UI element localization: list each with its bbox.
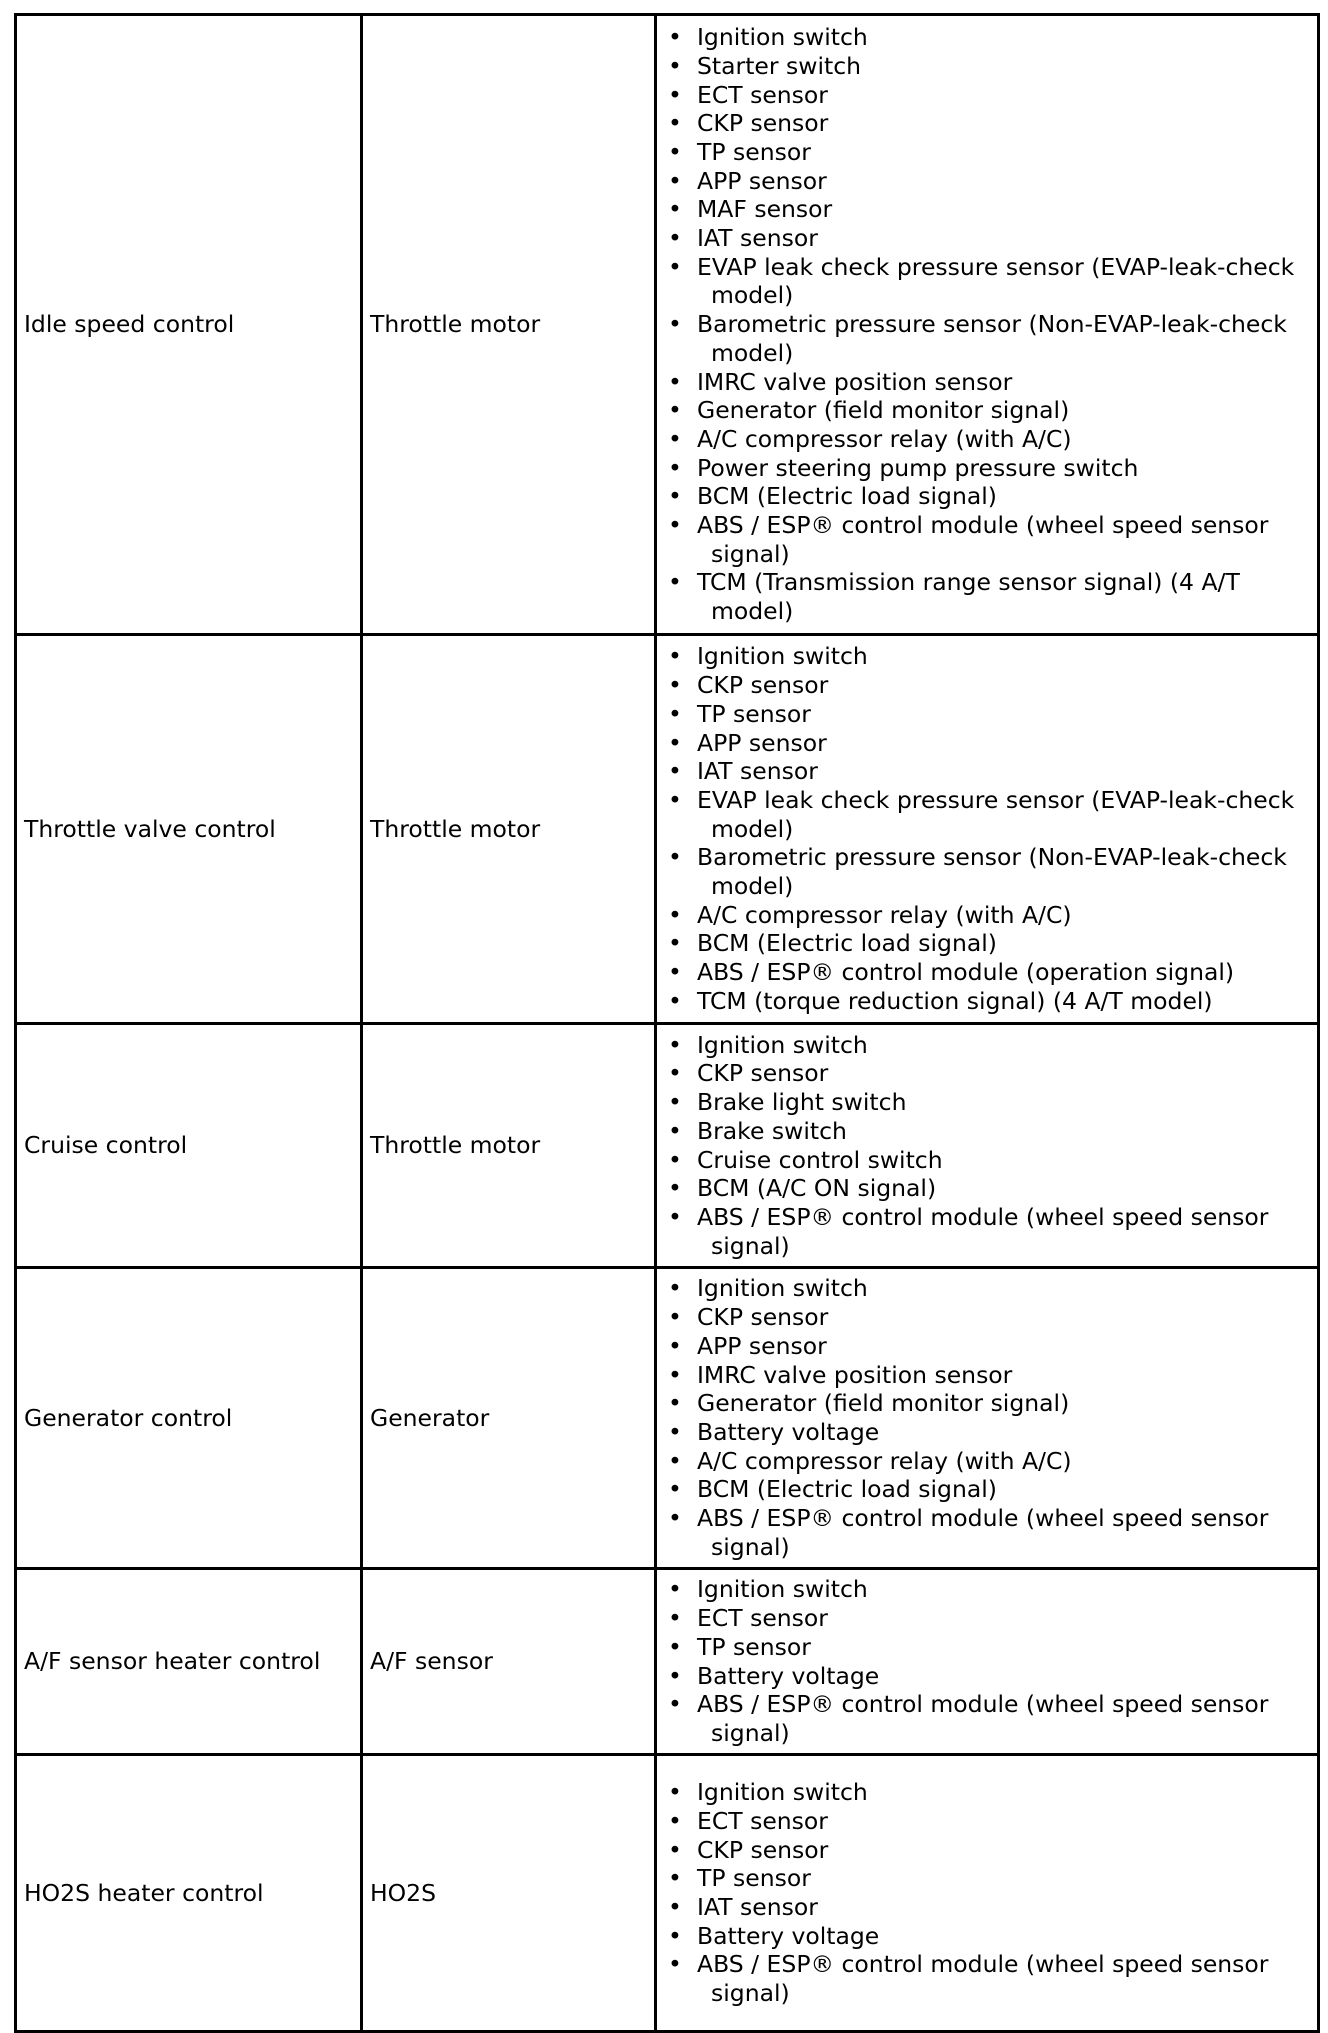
list-item bbox=[657, 1361, 1313, 1390]
control-table bbox=[14, 13, 1320, 2033]
bullet-icon: • bbox=[668, 482, 682, 511]
list-item bbox=[657, 1836, 1313, 1865]
list-item bbox=[657, 1303, 1313, 1332]
bullet-icon: • bbox=[668, 1116, 682, 1145]
bullet-icon: • bbox=[668, 1575, 682, 1604]
bullet-icon: • bbox=[668, 80, 682, 109]
list-item bbox=[657, 1475, 1313, 1504]
input-signal-text: APP sensor bbox=[697, 1331, 827, 1360]
list-item bbox=[657, 1031, 1313, 1060]
input-signal-list bbox=[657, 23, 1313, 626]
list-item bbox=[657, 253, 1313, 310]
list-item bbox=[657, 511, 1313, 568]
input-signal-text: Ignition switch bbox=[697, 1778, 868, 1807]
bullet-icon: • bbox=[668, 511, 682, 540]
input-signal-text: TP sensor bbox=[697, 1632, 811, 1661]
input-signal-text: ABS / ESP® control module (operation signal) bbox=[697, 958, 1235, 987]
table-row bbox=[16, 1024, 1319, 1268]
inputs-cell bbox=[656, 1569, 1319, 1755]
input-signal-text: Cruise control switch bbox=[697, 1145, 943, 1174]
input-signal-text: Battery voltage bbox=[697, 1921, 880, 1950]
input-signal-text: CKP sensor bbox=[697, 671, 829, 700]
bullet-icon: • bbox=[668, 1632, 682, 1661]
input-signal-text: Ignition switch bbox=[697, 1575, 868, 1604]
input-signal-text: TP sensor bbox=[697, 1864, 811, 1893]
list-item bbox=[657, 958, 1313, 987]
bullet-icon: • bbox=[668, 367, 682, 396]
input-signal-text: CKP sensor bbox=[697, 109, 829, 138]
list-item bbox=[657, 1146, 1313, 1175]
list-item bbox=[657, 1575, 1313, 1604]
list-item bbox=[657, 1807, 1313, 1836]
inputs-cell bbox=[656, 1755, 1319, 2032]
table-row bbox=[16, 635, 1319, 1024]
actuator-cell: HO2S bbox=[362, 1755, 656, 2032]
bullet-icon: • bbox=[668, 1088, 682, 1117]
bullet-icon: • bbox=[668, 1690, 682, 1719]
list-item bbox=[657, 901, 1313, 930]
bullet-icon: • bbox=[668, 1604, 682, 1633]
list-item bbox=[657, 425, 1313, 454]
input-signal-text: APP sensor bbox=[697, 728, 827, 757]
bullet-icon: • bbox=[668, 728, 682, 757]
input-signal-text: Brake switch bbox=[697, 1116, 847, 1145]
list-item bbox=[657, 1662, 1313, 1691]
bullet-icon: • bbox=[668, 1202, 682, 1231]
input-signal-text: ECT sensor bbox=[697, 1604, 828, 1633]
input-signal-text: IAT sensor bbox=[697, 1893, 818, 1921]
bullet-icon: • bbox=[668, 757, 682, 786]
input-signal-text: TCM (torque reduction signal) (4 A/T model) bbox=[697, 986, 1213, 1015]
list-item bbox=[657, 729, 1313, 758]
bullet-icon: • bbox=[668, 642, 682, 671]
bullet-icon: • bbox=[668, 1835, 682, 1864]
input-signal-text: Battery voltage bbox=[697, 1418, 880, 1446]
input-signal-text: ECT sensor bbox=[697, 1806, 828, 1835]
list-item bbox=[657, 52, 1313, 81]
bullet-icon: • bbox=[668, 929, 682, 958]
table-row bbox=[16, 15, 1319, 635]
bullet-icon: • bbox=[668, 1389, 682, 1418]
bullet-icon: • bbox=[668, 1274, 682, 1303]
list-item bbox=[657, 1950, 1313, 2007]
input-signal-text: TP sensor bbox=[697, 699, 811, 728]
list-item bbox=[657, 368, 1313, 397]
input-signal-text: Ignition switch bbox=[697, 642, 868, 671]
input-signal-list bbox=[657, 1575, 1313, 1747]
list-item bbox=[657, 1690, 1313, 1747]
table-row bbox=[16, 1268, 1319, 1569]
list-item bbox=[657, 987, 1313, 1016]
list-item bbox=[657, 310, 1313, 367]
list-item bbox=[657, 929, 1313, 958]
input-signal-text: IMRC valve position sensor bbox=[697, 1360, 1013, 1389]
list-item bbox=[657, 454, 1313, 483]
input-signal-text: Starter switch bbox=[697, 51, 862, 80]
table-row bbox=[16, 1755, 1319, 2032]
actuator-cell: Throttle motor bbox=[362, 635, 656, 1024]
inputs-cell bbox=[656, 15, 1319, 635]
bullet-icon: • bbox=[668, 1661, 682, 1690]
function-cell: Idle speed control bbox=[16, 15, 362, 635]
function-cell: HO2S heater control bbox=[16, 1755, 362, 2032]
list-item bbox=[657, 757, 1313, 786]
list-item bbox=[657, 1059, 1313, 1088]
inputs-cell bbox=[656, 1024, 1319, 1268]
bullet-icon: • bbox=[668, 109, 682, 138]
inputs-cell bbox=[656, 635, 1319, 1024]
bullet-icon: • bbox=[668, 1174, 682, 1203]
bullet-icon: • bbox=[668, 453, 682, 482]
list-item bbox=[657, 167, 1313, 196]
input-signal-text: BCM (Electric load signal) bbox=[697, 1475, 997, 1504]
bullet-icon: • bbox=[668, 900, 682, 929]
list-item bbox=[657, 138, 1313, 167]
input-signal-text: CKP sensor bbox=[697, 1059, 829, 1088]
input-signal-text: ABS / ESP® control module (wheel speed sensor signal) bbox=[697, 511, 1269, 568]
list-item bbox=[657, 1274, 1313, 1303]
list-item bbox=[657, 1922, 1313, 1951]
input-signal-text: A/C compressor relay (with A/C) bbox=[697, 424, 1072, 453]
bullet-icon: • bbox=[668, 1145, 682, 1174]
list-item bbox=[657, 1332, 1313, 1361]
bullet-icon: • bbox=[668, 1893, 682, 1921]
list-item bbox=[657, 1174, 1313, 1203]
list-item bbox=[657, 843, 1313, 900]
bullet-icon: • bbox=[668, 1778, 682, 1807]
function-cell: Cruise control bbox=[16, 1024, 362, 1268]
bullet-icon: • bbox=[668, 137, 682, 166]
list-item bbox=[657, 1864, 1313, 1893]
bullet-icon: • bbox=[668, 1950, 682, 1979]
function-cell: Throttle valve control bbox=[16, 635, 362, 1024]
list-item bbox=[657, 1447, 1313, 1476]
bullet-icon: • bbox=[668, 568, 682, 597]
input-signal-text: BCM (A/C ON signal) bbox=[697, 1174, 937, 1203]
input-signal-text: IAT sensor bbox=[697, 757, 818, 786]
input-signal-text: TP sensor bbox=[697, 137, 811, 166]
inputs-cell bbox=[656, 1268, 1319, 1569]
input-signal-text: CKP sensor bbox=[697, 1303, 829, 1332]
input-signal-text: MAF sensor bbox=[697, 195, 833, 224]
bullet-icon: • bbox=[668, 51, 682, 80]
list-item bbox=[657, 1088, 1313, 1117]
list-item bbox=[657, 23, 1313, 52]
input-signal-text: BCM (Electric load signal) bbox=[697, 482, 997, 511]
function-cell: A/F sensor heater control bbox=[16, 1569, 362, 1755]
bullet-icon: • bbox=[668, 671, 682, 700]
input-signal-text: ECT sensor bbox=[697, 80, 828, 109]
list-item bbox=[657, 109, 1313, 138]
input-signal-text: TCM (Transmission range sensor signal) (4 A/T model) bbox=[697, 568, 1240, 626]
bullet-icon: • bbox=[668, 252, 682, 281]
bullet-icon: • bbox=[668, 166, 682, 195]
bullet-icon: • bbox=[668, 310, 682, 339]
list-item bbox=[657, 396, 1313, 425]
list-item bbox=[657, 1418, 1313, 1447]
bullet-icon: • bbox=[668, 1331, 682, 1360]
input-signal-text: A/C compressor relay (with A/C) bbox=[697, 900, 1072, 929]
bullet-icon: • bbox=[668, 1864, 682, 1893]
input-signal-text: IMRC valve position sensor bbox=[697, 367, 1013, 396]
list-item bbox=[657, 224, 1313, 253]
input-signal-text: ABS / ESP® control module (wheel speed sensor signal) bbox=[697, 1950, 1269, 2008]
input-signal-text: A/C compressor relay (with A/C) bbox=[697, 1446, 1072, 1475]
bullet-icon: • bbox=[668, 1360, 682, 1389]
list-item bbox=[657, 1203, 1313, 1260]
input-signal-text: Battery voltage bbox=[697, 1661, 880, 1690]
table-body bbox=[16, 15, 1319, 2032]
list-item bbox=[657, 1504, 1313, 1561]
input-signal-text: ABS / ESP® control module (wheel speed sensor signal) bbox=[697, 1690, 1269, 1747]
input-signal-text: Generator (field monitor signal) bbox=[697, 1389, 1070, 1418]
input-signal-text: Barometric pressure sensor (Non-EVAP-leak-check model) bbox=[697, 310, 1287, 367]
bullet-icon: • bbox=[668, 424, 682, 453]
input-signal-text: BCM (Electric load signal) bbox=[697, 929, 997, 958]
list-item bbox=[657, 482, 1313, 511]
input-signal-text: APP sensor bbox=[697, 166, 827, 195]
list-item bbox=[657, 671, 1313, 700]
input-signal-text: EVAP leak check pressure sensor (EVAP-leak-check model) bbox=[697, 785, 1295, 843]
input-signal-text: Ignition switch bbox=[697, 23, 868, 52]
input-signal-text: IAT sensor bbox=[697, 224, 818, 253]
input-signal-text: ABS / ESP® control module (wheel speed sensor signal) bbox=[697, 1504, 1269, 1561]
input-signal-list bbox=[657, 1031, 1313, 1261]
input-signal-text: Ignition switch bbox=[697, 1274, 868, 1303]
input-signal-text: EVAP leak check pressure sensor (EVAP-leak-check model) bbox=[697, 252, 1295, 310]
actuator-cell: Throttle motor bbox=[362, 15, 656, 635]
input-signal-list bbox=[657, 1274, 1313, 1561]
input-signal-text: Generator (field monitor signal) bbox=[697, 396, 1070, 425]
table-row bbox=[16, 1569, 1319, 1755]
bullet-icon: • bbox=[668, 1418, 682, 1446]
bullet-icon: • bbox=[668, 958, 682, 987]
list-item bbox=[657, 1389, 1313, 1418]
bullet-icon: • bbox=[668, 843, 682, 872]
bullet-icon: • bbox=[668, 1806, 682, 1835]
bullet-icon: • bbox=[668, 1921, 682, 1950]
list-item bbox=[657, 1893, 1313, 1922]
bullet-icon: • bbox=[668, 1030, 682, 1059]
bullet-icon: • bbox=[668, 785, 682, 814]
input-signal-text: Barometric pressure sensor (Non-EVAP-leak-check model) bbox=[697, 843, 1287, 901]
function-cell: Generator control bbox=[16, 1268, 362, 1569]
bullet-icon: • bbox=[668, 396, 682, 425]
bullet-icon: • bbox=[668, 1303, 682, 1332]
bullet-icon: • bbox=[668, 224, 682, 253]
bullet-icon: • bbox=[668, 23, 682, 52]
bullet-icon: • bbox=[668, 1059, 682, 1088]
list-item bbox=[657, 642, 1313, 671]
input-signal-text: CKP sensor bbox=[697, 1835, 829, 1864]
list-item bbox=[657, 1778, 1313, 1807]
actuator-cell: Throttle motor bbox=[362, 1024, 656, 1268]
input-signal-text: Power steering pump pressure switch bbox=[697, 453, 1139, 482]
list-item bbox=[657, 1633, 1313, 1662]
input-signal-text: Brake light switch bbox=[697, 1088, 907, 1117]
list-item bbox=[657, 1117, 1313, 1146]
input-signal-list bbox=[657, 642, 1313, 1015]
list-item bbox=[657, 700, 1313, 729]
input-signal-list bbox=[657, 1778, 1313, 2008]
bullet-icon: • bbox=[668, 1475, 682, 1504]
bullet-icon: • bbox=[668, 1504, 682, 1533]
list-item bbox=[657, 81, 1313, 110]
input-signal-text: ABS / ESP® control module (wheel speed sensor signal) bbox=[697, 1202, 1269, 1260]
bullet-icon: • bbox=[668, 986, 682, 1015]
bullet-icon: • bbox=[668, 1446, 682, 1475]
list-item bbox=[657, 568, 1313, 625]
actuator-cell: A/F sensor bbox=[362, 1569, 656, 1755]
bullet-icon: • bbox=[668, 699, 682, 728]
list-item bbox=[657, 786, 1313, 843]
input-signal-text: Ignition switch bbox=[697, 1030, 868, 1059]
actuator-cell: Generator bbox=[362, 1268, 656, 1569]
list-item bbox=[657, 1604, 1313, 1633]
list-item bbox=[657, 195, 1313, 224]
bullet-icon: • bbox=[668, 195, 682, 224]
